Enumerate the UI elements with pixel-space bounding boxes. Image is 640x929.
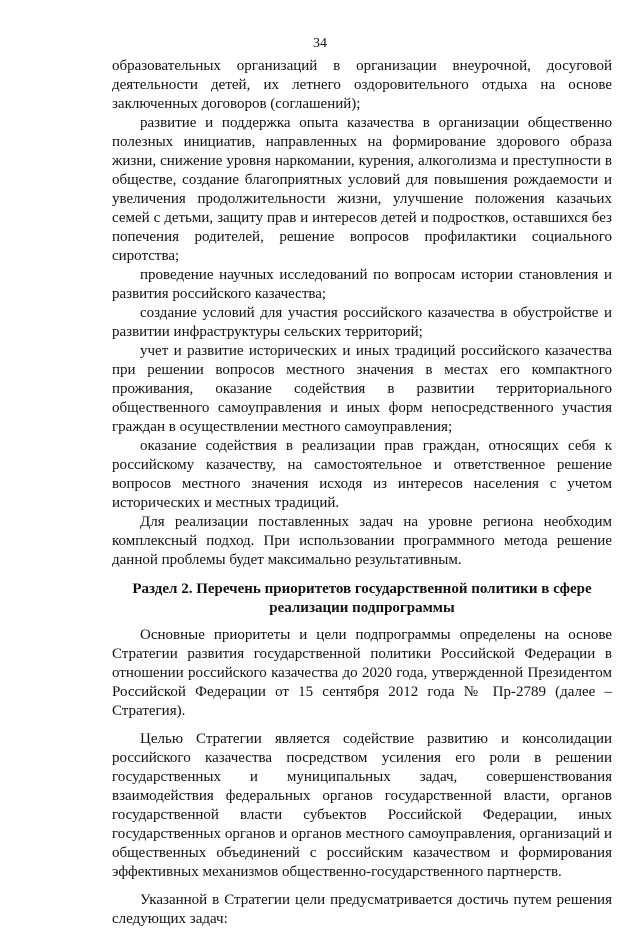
page-number: 34: [313, 36, 327, 51]
paragraph-list-item: учет и развитие исторических и иных традиций российского казачества при решении вопросов местного значения в местах его компактного проживания, оказание содействия в развитии территориального общественного самоуправления и иных форм непосредственного участия граждан в осуществлении местного самоуправления;: [112, 343, 612, 435]
section-heading: Раздел 2. Перечень приоритетов государственной политики в сфере реализации подпрограммы: [132, 581, 592, 616]
paragraph-list-item: создание условий для участия российского казачества в обустройстве и развитии инфраструктуры сельских территорий;: [112, 305, 612, 340]
paragraph-text: Указанной в Стратегии цели предусматривается достичь путем решения следующих задач:: [112, 892, 612, 927]
paragraph-continuation: образовательных организаций в организации внеурочной, досуговой деятельности детей, их летнего оздоровительного отдыха на основе заключенных договоров (соглашений);: [112, 58, 612, 112]
paragraph-text: Целью Стратегии является содействие развитию и консолидации российского казачества посредством усиления его роли в решении государственных и муниципальных задач, совершенствования взаимодействия федеральных органов государственной власти, органов государственной власти субъектов Российской Федерации, иных государственных органов и органов местного самоуправления, организаций и общественных объединений с российским казачеством и формирования эффективных механизмов общественно-государственного партнерств.: [112, 731, 612, 880]
paragraph-list-item: проведение научных исследований по вопросам истории становления и развития российского казачества;: [112, 267, 612, 302]
page-body: [112, 57, 612, 929]
paragraph-list-item: развитие и поддержка опыта казачества в организации общественно полезных инициатив, направленных на формирование здорового образа жизни, снижение уровня наркомании, курения, алкоголизма и преступности в обществе, создание благоприятных условий для повышения рождаемости и увеличения продолжительности жизни, улучшение положения казачьих семей с детьми, защиту прав и интересов детей и подростков, оставшихся без попечения родителей, решение вопросов профилактики социального сиротства;: [112, 115, 612, 264]
paragraph-text: Для реализации поставленных задач на уровне региона необходим комплексный подход. При использовании программного метода решение данной проблемы будет максимально результативным.: [112, 514, 612, 568]
paragraph-list-item: оказание содействия в реализации прав граждан, относящих себя к российскому казачеству, на самостоятельное и ответственное решение вопросов местного значения исходя из интересов населения с учетом исторических и местных традиций.: [112, 438, 612, 511]
paragraph-text: Основные приоритеты и цели подпрограммы определены на основе Стратегии развития государственной политики Российской Федерации в отношении российского казачества до 2020 года, утвержденной Президентом Российской Федерации от 15 сентября 2012 года № Пр-2789 (далее – Стратегия).: [112, 627, 612, 719]
